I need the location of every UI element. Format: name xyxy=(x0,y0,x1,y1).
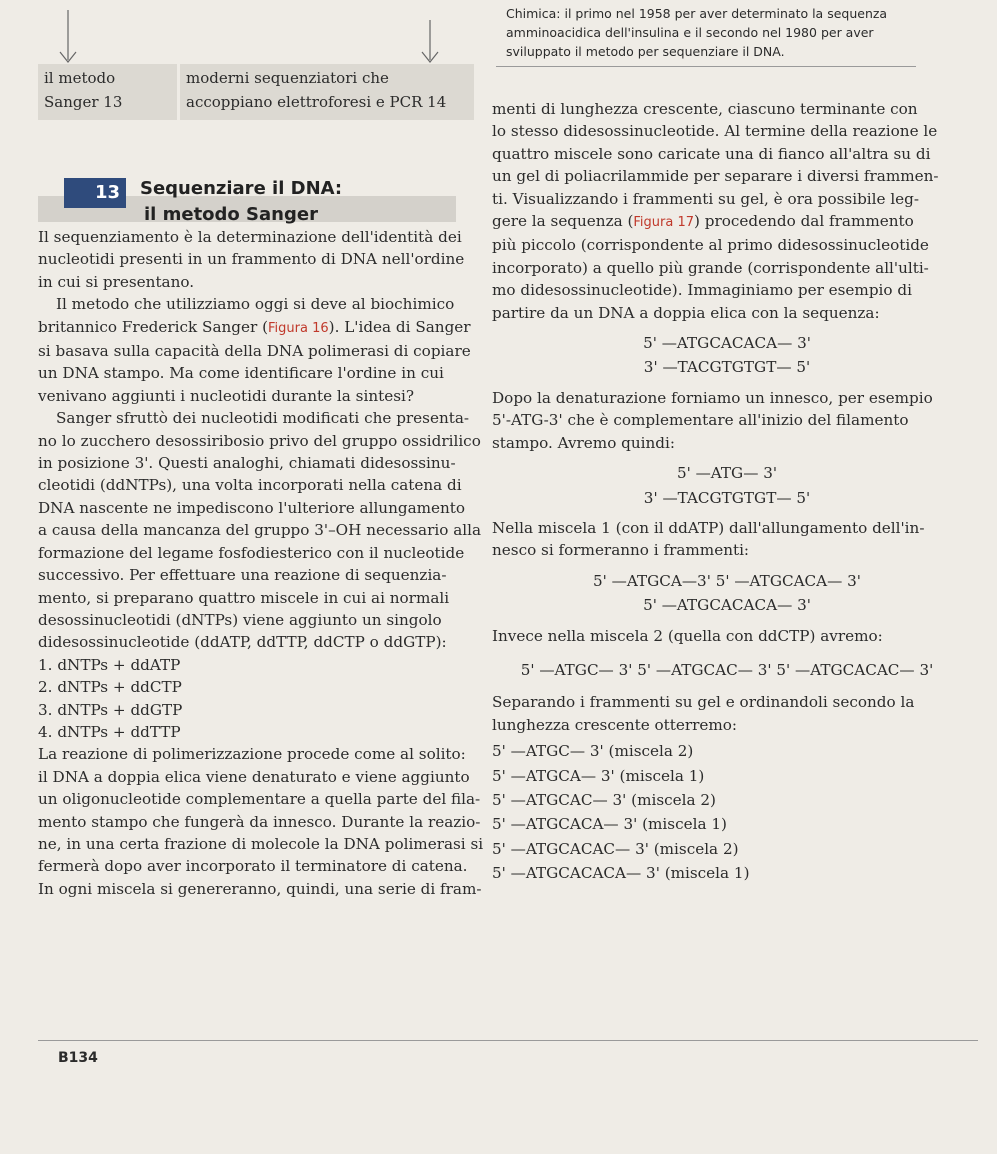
text-line: mento stampo che fungerà da innesco. Durante la reazio- xyxy=(38,812,481,831)
text-line: 5'-ATG-3' che è complementare all'inizio del filamento xyxy=(492,411,909,430)
section-title xyxy=(126,176,342,228)
text-line: un oligonucleotide complementare a quella parte del fila- xyxy=(38,790,481,809)
text-line: ti. Visualizzando i frammenti su gel, è ora possibile leg- xyxy=(492,189,920,208)
text-line: cleotidi (ddNTPs), una volta incorporati nella catena di xyxy=(38,476,462,495)
list-item: 2. dNTPs + ddCTP xyxy=(38,678,182,697)
text-line: La reazione di polimerizzazione procede come al solito: xyxy=(38,745,466,764)
text-line: Dopo la denaturazione forniamo un innesco, per esempio xyxy=(492,388,933,407)
ordered-fragment: 5' —ATGCACA— 3' (miscela 1) xyxy=(492,815,727,834)
text-line: fermerà dopo aver incorporato il terminatore di catena. xyxy=(38,857,468,876)
left-column xyxy=(38,226,484,900)
sequence-line: 5' —ATG— 3' xyxy=(676,464,778,483)
right-column xyxy=(492,98,962,885)
figure-reference: Figura 17 xyxy=(633,215,695,231)
ordered-fragment: 5' —ATGCACAC— 3' (miscela 2) xyxy=(492,839,739,858)
text-line: Invece nella miscela 2 (quella con ddCTP) avremo: xyxy=(492,626,883,645)
top-note-line: amminoacidica dell'insulina e il secondo nel 1980 per aver xyxy=(506,25,874,40)
text-line: più piccolo (corrispondente al primo didesossinucleotide xyxy=(492,236,929,255)
box-modern-line2: accoppiano elettroforesi e PCR 14 xyxy=(186,93,447,111)
text-line: Il sequenziamento è la determinazione dell'identità dei xyxy=(38,228,462,246)
text-line: il DNA a doppia elica viene denaturato e viene aggiunto xyxy=(38,767,470,786)
text-line: un DNA stampo. Ma come identificare l'ordine in cui xyxy=(38,364,444,383)
sequence-line: 5' —ATGCACACA— 3' xyxy=(643,596,811,615)
box-sanger-line2: Sanger 13 xyxy=(44,93,123,111)
text-line: lo stesso didesossinucleotide. Al termine della reazione le xyxy=(492,122,938,141)
sequence-line: 5' —ATGCACACA— 3' xyxy=(643,334,811,353)
text-line: stampo. Avremo quindi: xyxy=(492,433,675,452)
text-line: Il metodo che utilizziamo oggi si deve al biochimico xyxy=(56,295,455,314)
sequence-line: 3' —TACGTGTGT— 5' xyxy=(643,488,811,507)
text-line: didesossinucleotide (ddATP, ddTTP, ddCTP o ddGTP): xyxy=(38,633,447,652)
text-line: nesco si formeranno i frammenti: xyxy=(492,541,750,560)
top-rule xyxy=(496,66,916,67)
text-line: incorporato) a quello più grande (corrispondente all'ulti- xyxy=(492,258,929,277)
text-line: lunghezza crescente otterremo: xyxy=(492,715,738,734)
ordered-fragment: 5' —ATGCA— 3' (miscela 1) xyxy=(492,766,705,785)
text-line: gere la sequenza (Figura 17) procedendo dal frammento xyxy=(492,212,914,231)
section-title-line1: Sequenziare il DNA: xyxy=(140,178,343,199)
text-line: formazione del legame fosfodiesterico con il nucleotide xyxy=(38,543,465,562)
text-line: quattro miscele sono caricate una di fianco all'altra su di xyxy=(492,144,931,163)
text-line: si basava sulla capacità della DNA polimerasi di copiare xyxy=(38,342,471,361)
text-line: desossinucleotidi (dNTPs) viene aggiunto un singolo xyxy=(38,610,442,629)
bottom-rule xyxy=(38,1040,978,1041)
list-item: 1. dNTPs + ddATP xyxy=(38,655,181,674)
text-line: no lo zucchero desossiribosio privo del gruppo ossidrilico xyxy=(38,431,481,450)
figure-reference: Figura 16 xyxy=(268,320,329,336)
connector-arrows xyxy=(40,0,500,70)
text-line: mo didesossinucleotide). Immaginiamo per esempio di xyxy=(492,281,912,300)
section-number: 13 xyxy=(64,178,126,208)
box-modern-line1: moderni sequenziatori che xyxy=(186,69,389,87)
text-line: un gel di poliacrilammide per separare i diversi frammen- xyxy=(492,167,939,186)
text-line: Nella miscela 1 (con il ddATP) dall'allungamento dell'in- xyxy=(492,518,925,537)
box-sanger-line1: il metodo xyxy=(44,69,116,87)
ordered-fragment: 5' —ATGCACACA— 3' (miscela 1) xyxy=(492,864,750,883)
text-line: Separando i frammenti su gel e ordinandoli secondo la xyxy=(492,693,915,712)
top-note xyxy=(506,4,986,61)
section-title-line2: il metodo Sanger xyxy=(144,204,318,225)
sequence-line: 3' —TACGTGTGT— 5' xyxy=(643,358,811,377)
list-item: 4. dNTPs + ddTTP xyxy=(38,722,181,741)
text-line: In ogni miscela si genereranno, quindi, una serie di fram- xyxy=(38,879,482,898)
top-note-line: sviluppato il metodo per sequenziare il DNA. xyxy=(506,44,785,59)
text-line: a causa della mancanza del gruppo 3'–OH necessario alla xyxy=(38,521,482,540)
list-item: 3. dNTPs + ddGTP xyxy=(38,700,183,719)
page-number: B134 xyxy=(58,1050,98,1066)
box-sanger-method xyxy=(38,64,177,120)
ordered-fragment: 5' —ATGC— 3' (miscela 2) xyxy=(492,742,694,761)
text-line: mento, si preparano quattro miscele in cui ai normali xyxy=(38,588,450,607)
box-modern-sequencers xyxy=(180,64,474,120)
sequence-line: 5' —ATGC— 3' 5' —ATGCAC— 3' 5' —ATGCACAC— 3' xyxy=(520,660,934,679)
text-line: ne, in una certa frazione di molecole la DNA polimerasi si xyxy=(38,834,484,853)
text-line: successivo. Per effettuare una reazione di sequenzia- xyxy=(38,566,447,585)
text-line: in posizione 3'. Questi analoghi, chiamati didesossinu- xyxy=(38,454,456,473)
text-line: venivano aggiunti i nucleotidi durante la sintesi? xyxy=(38,386,414,405)
text-line: in cui si presentano. xyxy=(38,272,195,291)
text-line: partire da un DNA a doppia elica con la sequenza: xyxy=(492,303,880,322)
text-line: britannico Frederick Sanger (Figura 16). L'idea di Sanger xyxy=(38,317,471,336)
top-note-line: Chimica: il primo nel 1958 per aver determinato la sequenza xyxy=(506,6,888,21)
ordered-fragment: 5' —ATGCAC— 3' (miscela 2) xyxy=(492,790,716,809)
text-line: nucleotidi presenti in un frammento di DNA nell'ordine xyxy=(38,250,465,269)
text-line: menti di lunghezza crescente, ciascuno terminante con xyxy=(492,100,918,118)
text-line: DNA nascente ne impediscono l'ulteriore allungamento xyxy=(38,498,466,517)
sequence-line: 5' —ATGCA—3' 5' —ATGCACA— 3' xyxy=(593,571,861,590)
text-line: Sanger sfruttò dei nucleotidi modificati che presenta- xyxy=(56,409,470,428)
